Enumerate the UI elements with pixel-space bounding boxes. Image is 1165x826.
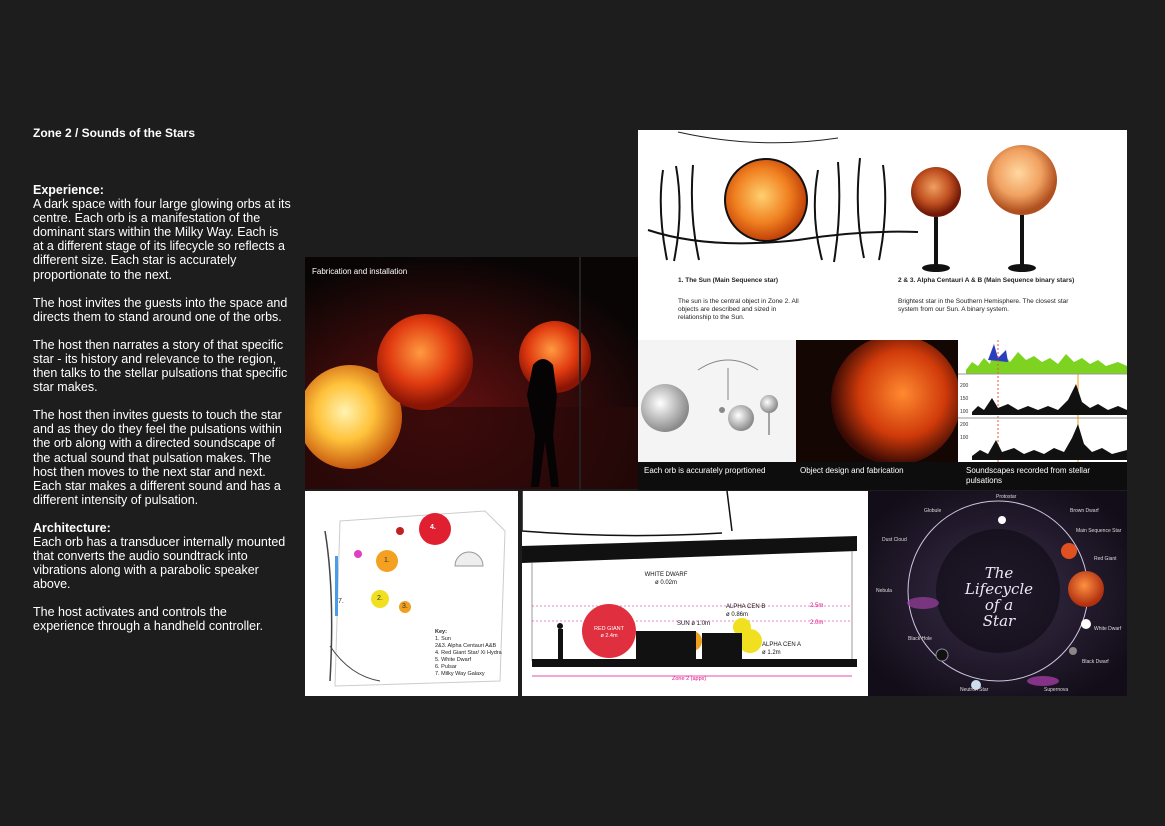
sun-sketch-description: The sun is the central object in Zone 2. All objects are described and sized in relationship to the Sun. <box>678 298 799 321</box>
lifecycle-label: Red Giant <box>1094 556 1117 562</box>
spectrum-axis <box>960 380 968 445</box>
plan-key <box>435 629 502 678</box>
plan-key-item: 6. Pulsar <box>435 664 457 670</box>
alpha-a-name: ALPHA CEN A <box>762 642 802 648</box>
alpha-b-name: ALPHA CEN B <box>726 604 766 610</box>
spectrum-caption-band <box>958 462 1127 490</box>
white-dwarf-size: ø 0.02m <box>654 580 677 586</box>
lifecycle-infographic <box>868 491 1127 696</box>
plan-key-item: 4. Red Giant Star/ Xi Hydra <box>435 650 502 656</box>
floor-plan <box>305 491 518 696</box>
dimension-label: 2.0m <box>810 620 824 626</box>
object-design-photo <box>796 340 958 462</box>
alpha-b-size: ø 0.86m <box>726 612 749 618</box>
spectrum-axis-label: 100 <box>960 435 969 441</box>
architecture-section <box>33 521 291 591</box>
architecture-paragraph: Each orb has a transducer internally mounted that converts the audio soundtrack into vibrations along with a parabolic speaker above. <box>33 534 286 592</box>
plan-key-item: 5. White Dwarf <box>435 657 472 663</box>
lifecycle-title-line: Star <box>982 612 1016 630</box>
lifecycle-label: Main Sequence Star <box>1076 528 1122 534</box>
proportion-orbs-drawing <box>638 340 796 462</box>
red-orb-closeup-image <box>796 340 958 462</box>
spectrum-axis-label: 200 <box>960 383 969 389</box>
lifecycle-label: Black Dwarf <box>1082 659 1109 665</box>
lifecycle-title-line: The <box>984 564 1014 582</box>
fabrication-photo-image <box>305 257 638 489</box>
experience-paragraph: A dark space with four large glowing orbs at its centre. Each orb is a manifestation of the dominant stars within the Milky Way. Each is at a different stage of its lifecycle so reflects a different size. Each star is accurately proportionate to the next. <box>33 197 291 282</box>
lifecycle-label: Supernova <box>1044 687 1069 693</box>
page-title: Zone 2 / Sounds of the Stars <box>33 126 196 140</box>
experience-heading: Experience: <box>33 183 104 197</box>
section-drawing-image <box>522 491 868 696</box>
spectrum-axis-label: 200 <box>960 422 969 428</box>
plan-marker: 1. <box>384 557 390 564</box>
lifecycle-title-line: Lifecycle <box>964 580 1034 598</box>
red-giant-name: RED GIANT <box>594 626 624 632</box>
lifecycle-title-line: of a <box>984 596 1014 614</box>
plan-marker: 3. <box>402 603 408 610</box>
architecture-heading: Architecture: <box>33 520 111 535</box>
experience-paragraph: The host invites the guests into the space and directs them to stand around one of the orbs. <box>33 295 288 324</box>
fabrication-photo <box>305 257 638 489</box>
experience-paragraph: The host then narrates a story of that specific star - its history and relevance to the region, then talks to the stellar pulsations that specific star makes. <box>33 337 288 395</box>
lifecycle-label: Globule <box>924 508 942 514</box>
spectrum-axis-label: 150 <box>960 396 969 402</box>
plan-marker: 4. <box>430 524 436 531</box>
object-design-caption: Object design and fabrication <box>800 466 904 475</box>
plan-key-item: 2&3. Alpha Centauri A&B <box>435 643 497 649</box>
lifecycle-label: Neutron Star <box>960 687 989 693</box>
spectrum-axis-label: 100 <box>960 409 969 415</box>
lifecycle-title <box>961 565 1037 629</box>
white-dwarf-name: WHITE DWARF <box>644 572 688 578</box>
fabrication-caption: Fabrication and installation <box>312 267 408 276</box>
sun-label: SUN ø 1.0m <box>677 621 711 627</box>
dimension-label: 2.5m <box>810 603 824 609</box>
architecture-paragraph: The host activates and controls the experience through a handheld controller. <box>33 605 264 634</box>
lifecycle-label: Dust Cloud <box>882 537 907 543</box>
lifecycle-label: White Dwarf <box>1094 626 1122 632</box>
section-drawing <box>522 491 868 696</box>
plan-marker: 7. <box>338 598 344 605</box>
zone-footer-label: Zone 2 (appx) <box>672 676 707 682</box>
alpha-a-size: ø 1.2m <box>762 650 781 656</box>
alpha-sketch-title: 2 & 3. Alpha Centauri A & B (Main Sequence binary stars) <box>898 277 1075 284</box>
lifecycle-label: Nebula <box>876 588 892 594</box>
plan-marker: 2. <box>377 595 383 602</box>
lifecycle-label: Brown Dwarf <box>1070 508 1099 514</box>
alpha-sketch-description: Brightest star in the Southern Hemisphere. The closest star system from our Sun. A binary system. <box>898 298 1069 313</box>
plan-key-title: Key: <box>435 629 447 635</box>
red-giant-label <box>588 626 630 640</box>
red-giant-size: ø 2.4m <box>600 633 618 639</box>
object-design-caption-band <box>796 462 958 490</box>
alpha-a-label <box>762 641 801 657</box>
soundscapes-caption: Soundscapes recorded from stellar pulsations <box>966 466 1091 485</box>
alpha-b-label <box>726 603 765 619</box>
lifecycle-label: Protostar <box>996 494 1017 500</box>
white-dwarf-label <box>626 571 706 587</box>
proportion-caption: Each orb is accurately proprtioned <box>644 466 766 475</box>
plan-key-item: 7. Milky Way Galaxy <box>435 671 485 677</box>
plan-key-item: 1. Sun <box>435 636 451 642</box>
proportion-sketch <box>638 340 796 462</box>
lifecycle-label: Black Hole <box>908 636 932 642</box>
sketch-panel <box>638 130 1127 340</box>
proportion-caption-band <box>638 462 796 490</box>
description-column <box>33 183 291 648</box>
spectrum-graph <box>958 340 1127 462</box>
sun-sketch-title: 1. The Sun (Main Sequence star) <box>678 277 779 284</box>
experience-paragraph: The host then invites guests to touch the star and as they do they feel the pulsations within the orb along with a directed soundscape of the actual sound that pulsation makes. The host then moves to the next star and next. Each star makes a different sound and has a different intensity of pulsation. <box>33 408 282 507</box>
experience-section <box>33 183 291 282</box>
spectrum-panel <box>958 340 1127 462</box>
